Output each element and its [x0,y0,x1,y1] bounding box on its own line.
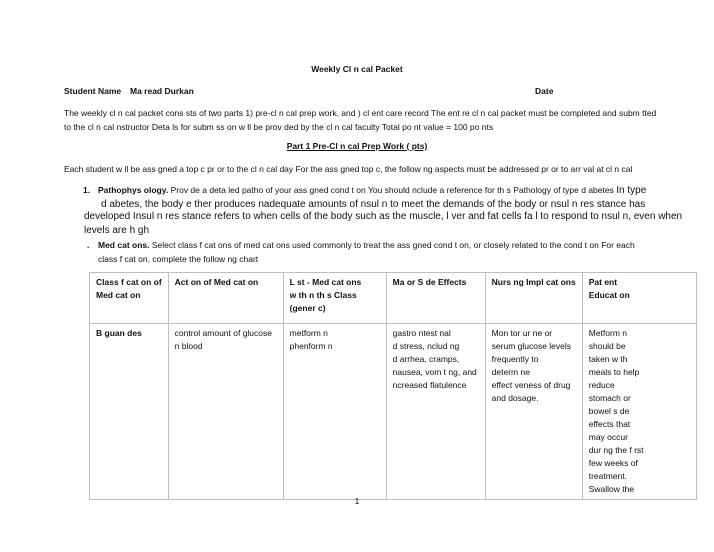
cell-line: Mon tor ur ne or [491,328,553,338]
header-medications-line: w th n th s Class [289,290,357,300]
cell-line: dur ng the f rst [588,445,644,455]
header-side-effects [386,273,485,324]
item2-line1 [98,240,635,250]
intro-line-1: The weekly cl n cal packet cons sts of two parts 1) pre-cl n cal prep work, and ) cl ent care record The ent re cl n cal packet must be completed and subm tted [64,108,657,118]
cell-line: reduce [588,380,615,390]
cell-line: Swallow the [588,484,635,494]
item1-tail: In type [616,185,647,196]
medication-chart [89,272,697,500]
cell-line: B guan des [96,328,142,338]
item1-number: 1. [83,185,91,195]
student-name-label: Student Name [64,86,122,96]
student-name-value: Ma read Durkan [130,86,194,96]
table-row [90,324,697,500]
cell-line: effect veness of drug [491,380,571,390]
cell-medications [283,324,386,500]
item2-text: Select class f cat ons of med cat ons used commonly to treat the ass gned cond t on, or closely related to the cond t on For each [151,240,635,250]
cell-line: determ ne [491,367,530,377]
header-nursing-line: Nurs ng Impl cat ons [491,277,576,287]
cell-line: nausea, vom t ng, and [392,367,477,377]
header-patient-education-line: Educat on [588,290,630,300]
header-patient-education [582,273,696,324]
item1-label: Pathophys ology. [98,185,169,195]
header-action [168,273,283,324]
cell-line: control amount of glucose [174,328,272,338]
item1-line3: developed Insul n res stance refers to when cells of the body such as the muscle, l ver and fat cells fa l to respond to nsul n, even when [84,211,683,222]
cell-line: bowel s de [588,406,630,416]
header-medications-line: (gener c) [289,303,326,313]
cell-line: should be [588,341,626,351]
cell-line: phenform n [289,341,333,351]
part1-heading: Part 1 Pre-Cl n cal Prep Work ( pts) [286,141,428,151]
intro-line-2: to the cl n cal nstructor Deta ls for subm ss on w ll be prov ded by the cl n cal faculty Total po nt value = 100 po nts [64,122,494,132]
cell-nursing [485,324,582,500]
cell-line: d stress, nclud ng [392,341,460,351]
cell-line: stomach or [588,393,631,403]
header-medications-line: L st - Med cat ons [289,277,362,287]
table-header-row [90,273,697,324]
item1-text: Prov de a deta led patho of your ass gned cond t on You should nclude a reference for th s Pathology of type d abetes [170,185,614,195]
item1-line2: d abetes, the body e ther produces nadequate amounts of nsul n to meet the demands of the body or nsul n res stance has [101,199,646,210]
item2-line2: class f cat on, complete the follow ng chart [98,254,259,264]
cell-line: effects that [588,419,631,429]
cell-line: n blood [174,341,203,351]
cell-line: frequently to [491,354,539,364]
cell-classification [90,324,169,500]
header-medications [283,273,386,324]
date-label: Date [535,86,554,96]
header-classification-line: Class f cat on of [96,277,162,287]
cell-line: treatment. [588,471,628,481]
item2-number: . [87,240,90,250]
cell-line: meals to help [588,367,640,377]
header-classification [90,273,169,324]
item1-line4: levels are h gh [84,225,150,236]
item1-line1 [98,185,646,196]
part1-intro: Each student w ll be ass gned a top c pr or to the cl n cal day For the ass gned top c, the follow ng aspects must be addressed pr or to arr val at cl n cal [64,164,633,174]
cell-line: few weeks of [588,458,638,468]
document-title: Weekly Cl n cal Packet [311,64,403,74]
header-classification-line: Med cat on [96,290,141,300]
cell-line: d arrhea, cramps, [392,354,460,364]
cell-line: serum glucose levels [491,341,572,351]
header-side-effects-line: Ma or S de Effects [392,277,467,287]
cell-line: may occur [588,432,628,442]
page-number: 1 [354,496,360,506]
item2-label: Med cat ons. [98,240,150,250]
cell-line: taken w th [588,354,628,364]
cell-action [168,324,283,500]
cell-line: gastro ntest nal [392,328,451,338]
cell-patient-education [582,324,696,500]
cell-line: metform n [289,328,328,338]
cell-side-effects [386,324,485,500]
header-action-line: Act on of Med cat on [174,277,259,287]
cell-line: Metform n [588,328,627,338]
cell-line: and dosage. [491,393,539,403]
header-patient-education-line: Pat ent [588,277,618,287]
header-nursing [485,273,582,324]
cell-line: ncreased flatulence [392,380,467,390]
